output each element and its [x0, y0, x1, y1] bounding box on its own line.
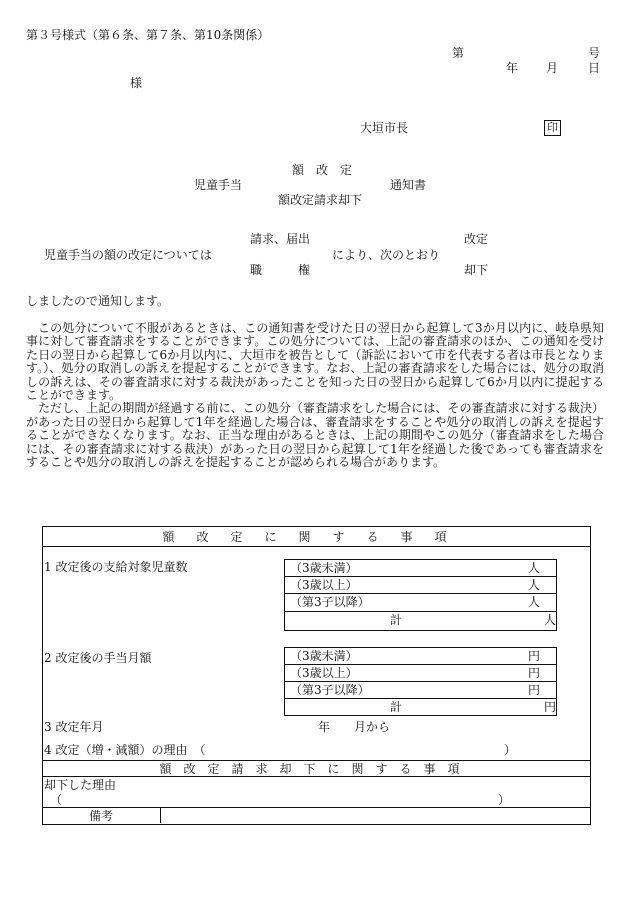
form-label: 第３号様式（第６条、第７条、第10条関係） — [26, 28, 270, 42]
amount-over3-unit: 円 — [528, 666, 541, 680]
children-total-label: 計 — [390, 613, 403, 627]
reject-reason-open: （ — [50, 793, 63, 807]
amount-total-unit: 円 — [544, 700, 557, 714]
document-number-suffix: 号 — [588, 46, 601, 60]
reject-reason-label: 却下した理由 — [44, 778, 117, 792]
reject-reason-close: ） — [498, 793, 511, 807]
notice-sentence: しましたので通知します。 — [26, 294, 170, 308]
revision-date-value: 年 月から — [318, 720, 391, 734]
cause-ex-officio: 職 権 — [250, 263, 311, 277]
children-over3-unit: 人 — [528, 578, 541, 592]
date-month: 月 — [546, 61, 559, 75]
revision-reason-label: 4 改定（増・減額）の理由 （ — [44, 743, 206, 757]
issuer-mayor: 大垣市長 — [360, 121, 409, 135]
instruction-paragraph: この処分について不服があるときは、この通知書を受けた日の翌日から起算して3か月以内に、岐阜県知事に対して審査請求をすることができます。この処分については、上記の審査請求のほか、この通知を受けた日の翌日から起算して6か月以内に、大垣市を被告として（訴訟において市を代表する者は市長となります。）、処分の取消しの訴えを提起することができます。なお、上記の審査請求をした場合には、処分の取消しの訴えは、その審査請求に対する裁決があったことを知った日の翌日から起算して6か月以内に提起することができます。 — [26, 321, 604, 403]
title-suffix: 通知書 — [390, 178, 427, 192]
divider — [284, 681, 556, 682]
reason-prefix: 児童手当の額の改定については — [44, 248, 212, 262]
children-under3-label: （3歳未満） — [290, 561, 358, 575]
divider — [160, 807, 161, 823]
addressee-sama: 様 — [130, 76, 143, 90]
amount-third-unit: 円 — [528, 683, 541, 697]
result-revised: 改定 — [464, 232, 489, 246]
amount-under3-unit: 円 — [528, 649, 541, 663]
result-rejected: 却下 — [464, 263, 489, 277]
seal-mark: 印 — [544, 120, 561, 136]
table-header: 額改定に関する事項 — [162, 530, 469, 544]
divider — [42, 807, 590, 808]
divider — [284, 611, 556, 612]
date-day: 日 — [588, 61, 601, 75]
divider — [42, 546, 590, 547]
children-third-unit: 人 — [528, 595, 541, 609]
appeal-instructions — [26, 322, 604, 469]
divider — [284, 593, 556, 594]
monthly-amount-label: 2 改定後の手当月額 — [44, 651, 152, 665]
children-total-unit: 人 — [544, 613, 557, 627]
children-under3-unit: 人 — [528, 561, 541, 575]
amount-third-label: （第3子以降） — [290, 683, 370, 697]
divider — [284, 664, 556, 665]
children-count-label: 1 改定後の支給対象児童数 — [44, 560, 188, 574]
amount-under3-label: （3歳未満） — [290, 649, 358, 663]
reason-middle: により、次のとおり — [332, 248, 441, 262]
document-number-prefix: 第 — [452, 46, 465, 60]
title-option-revision: 額 改 定 — [292, 163, 353, 177]
title-main: 児童手当 — [194, 178, 243, 192]
reject-header: 額改定請求却下に関する事項 — [159, 762, 472, 776]
divider — [42, 776, 590, 777]
divider — [284, 698, 556, 699]
children-over3-label: （3歳以上） — [290, 578, 358, 592]
children-third-label: （第3子以降） — [290, 595, 370, 609]
remarks-label: 備考 — [88, 809, 113, 823]
divider — [42, 760, 590, 761]
revision-reason-close: ） — [504, 743, 517, 757]
date-year: 年 — [506, 61, 519, 75]
divider — [284, 576, 556, 577]
amount-over3-label: （3歳以上） — [290, 666, 358, 680]
instruction-paragraph: ただし、上記の期間が経過する前に、この処分（審査請求をした場合には、その審査請求に対する裁決）があった日の翌日から起算して1年を経過した場合は、審査請求をすることや処分の取消しの訴えを提起することができなくなります。なお、正当な理由があるときは、上記の期間やこの処分（審査請求をした場合には、その審査請求に対する裁決）があった日の翌日から起算して1年を経過した後であっても審査請求をすることや処分の取消しの訴えを提起することが認められる場合があります。 — [26, 401, 604, 470]
cause-request: 請求、届出 — [250, 232, 311, 246]
title-option-rejection: 額改定請求却下 — [278, 193, 363, 207]
amount-total-label: 計 — [390, 700, 403, 714]
revision-date-label: 3 改定年月 — [44, 720, 104, 734]
